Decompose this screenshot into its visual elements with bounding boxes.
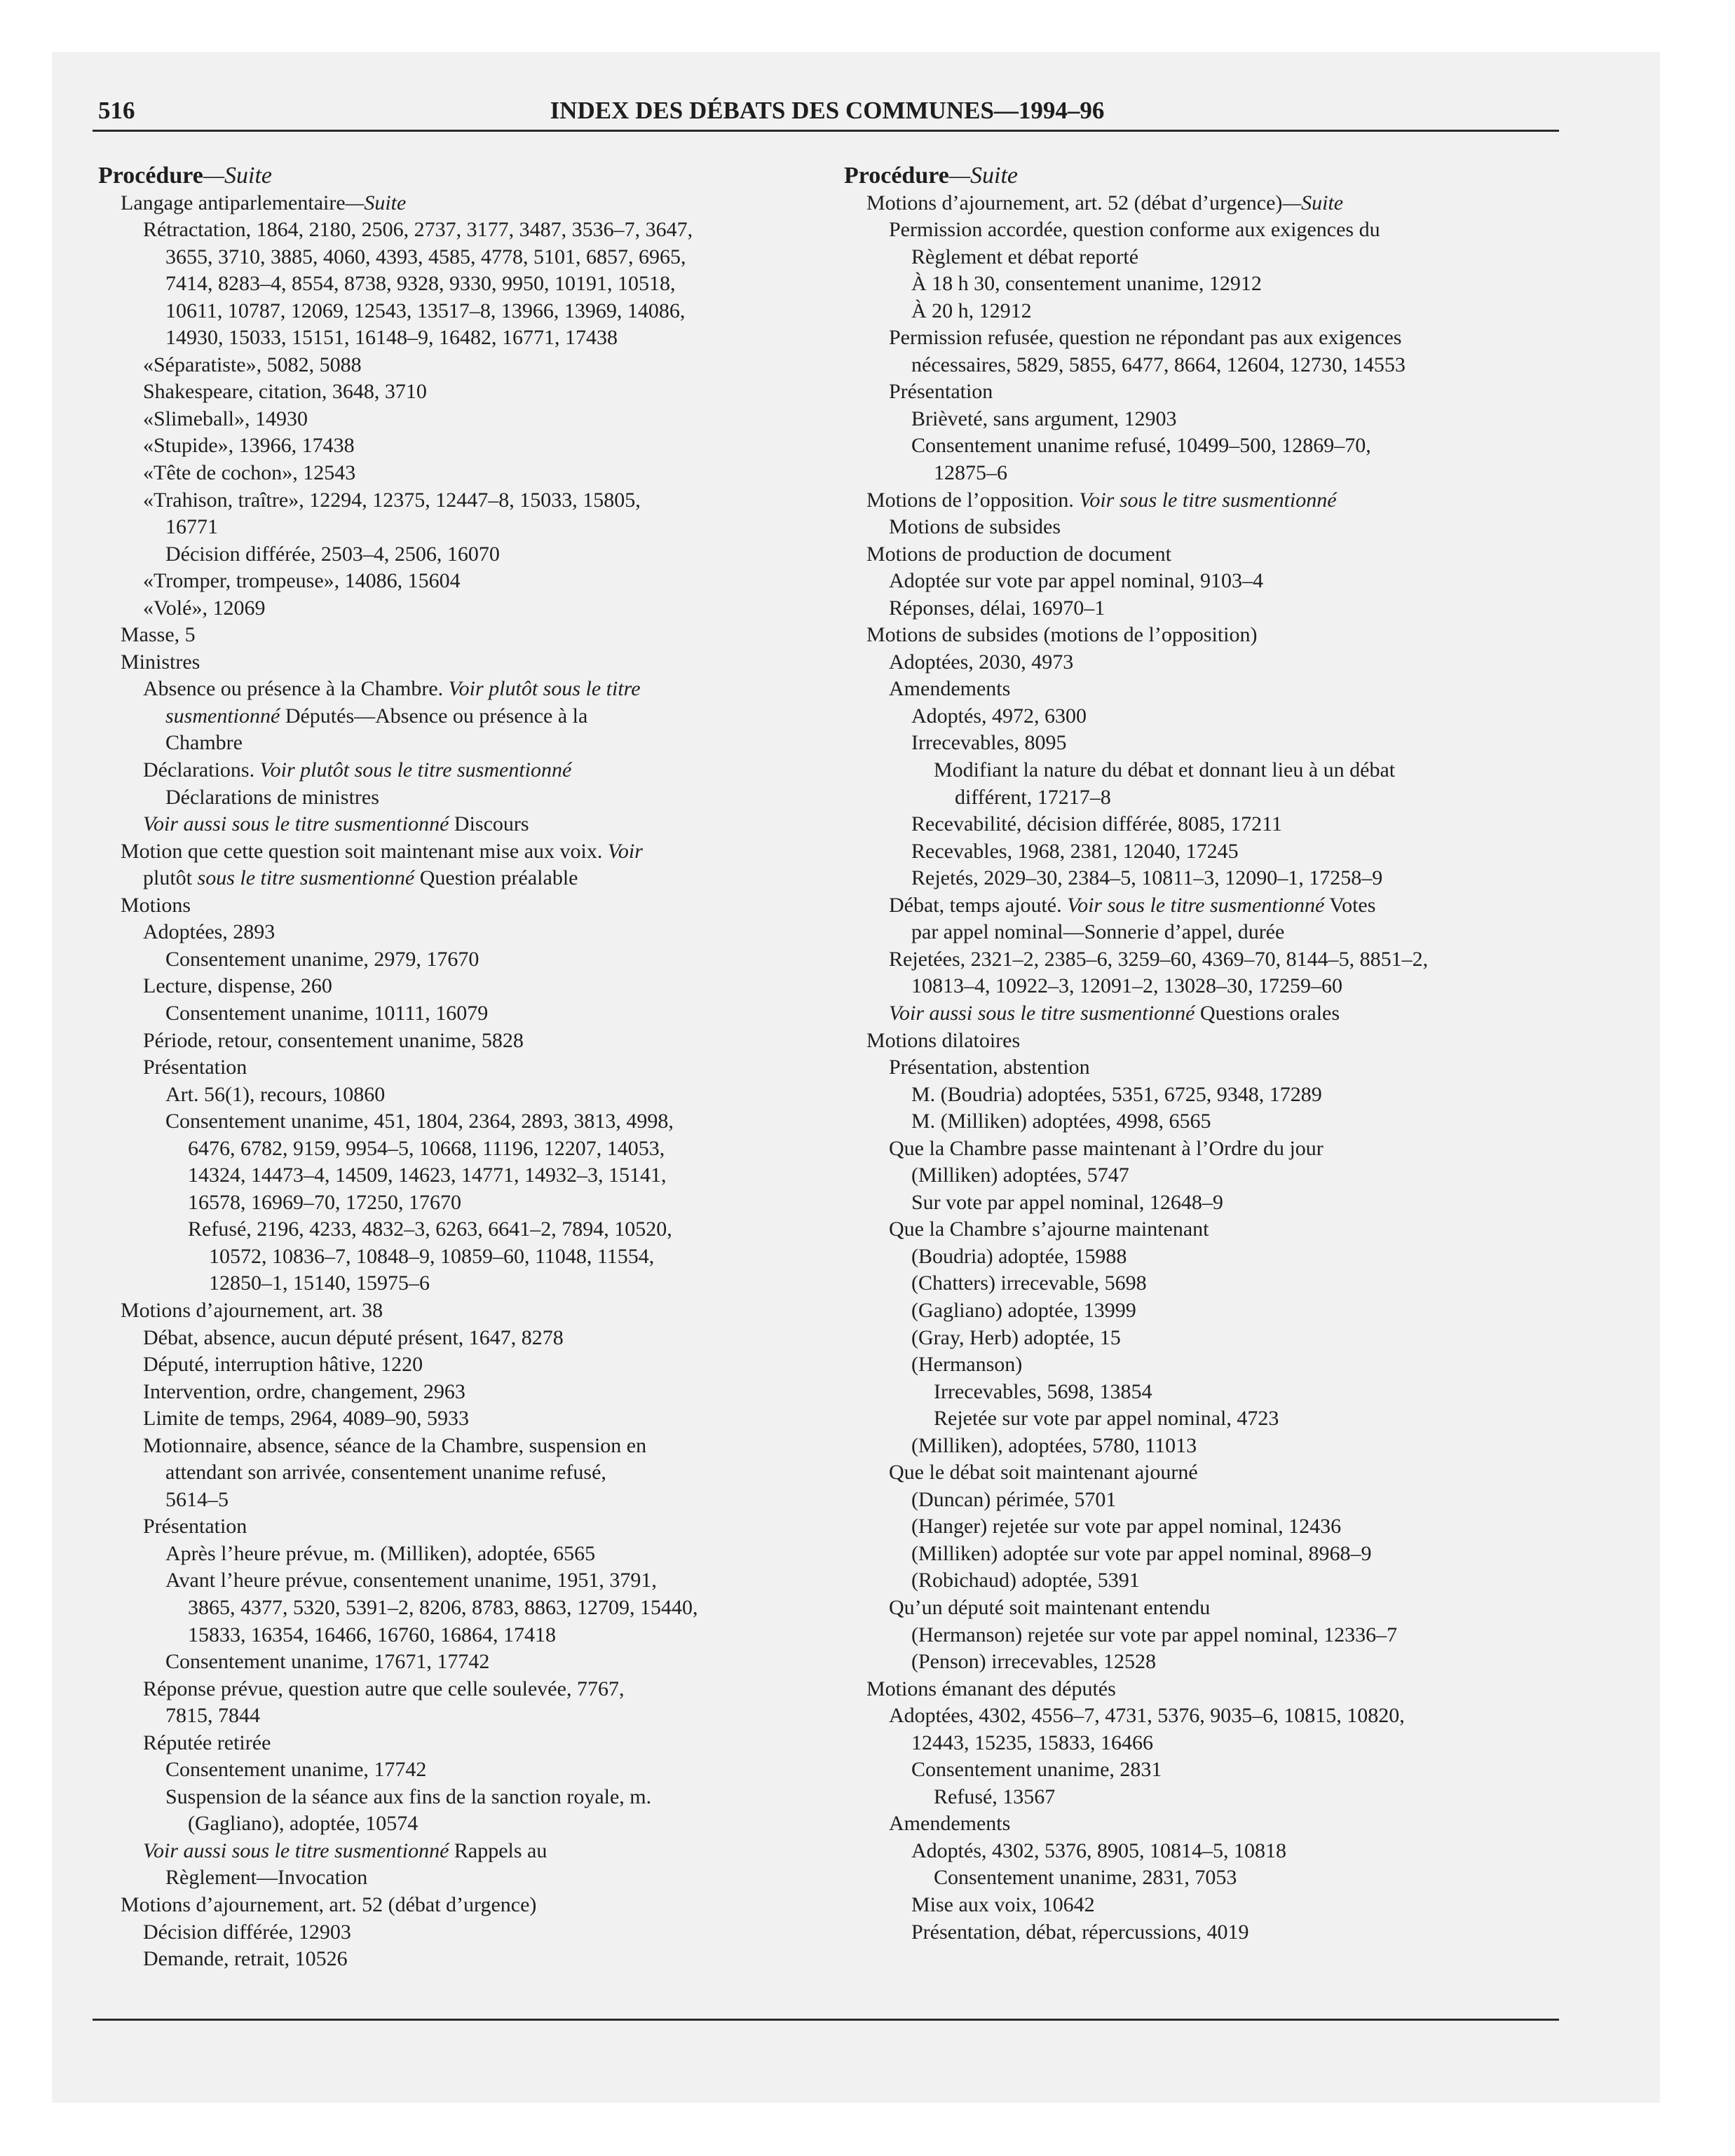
entry-text: 10572, 10836–7, 10848–9, 10859–60, 11048, 11554, bbox=[209, 1244, 655, 1268]
index-entry bbox=[98, 325, 806, 352]
entry-text: «Slimeball», 14930 bbox=[143, 407, 308, 430]
index-entry bbox=[98, 1838, 806, 1865]
cross-reference-text: —Suite bbox=[203, 163, 273, 189]
index-entry bbox=[844, 217, 1552, 244]
entry-text: Réponses, délai, 16970–1 bbox=[889, 596, 1105, 620]
index-entry bbox=[844, 1730, 1552, 1757]
index-entry bbox=[844, 1567, 1552, 1595]
index-entry bbox=[98, 1703, 806, 1730]
entry-text: Recevabilité, décision différée, 8085, 17211 bbox=[911, 812, 1282, 836]
index-entry bbox=[98, 1649, 806, 1676]
index-entry bbox=[98, 1028, 806, 1055]
index-entry bbox=[844, 1189, 1552, 1217]
index-entry bbox=[844, 1082, 1552, 1109]
entry-text: «Stupide», 13966, 17438 bbox=[143, 434, 355, 458]
index-entry bbox=[844, 1216, 1552, 1243]
entry-text: M. (Milliken) adoptées, 4998, 6565 bbox=[911, 1110, 1211, 1133]
entry-text: «Séparatiste», 5082, 5088 bbox=[143, 353, 362, 376]
index-entry bbox=[98, 946, 806, 974]
entry-text: 3655, 3710, 3885, 4060, 4393, 4585, 4778, 5101, 6857, 6965, bbox=[165, 245, 686, 268]
index-entry bbox=[98, 1379, 806, 1406]
index-entry bbox=[98, 1756, 806, 1784]
index-entry bbox=[844, 1676, 1552, 1703]
index-entry bbox=[844, 378, 1552, 406]
entry-text: Intervention, ordre, changement, 2963 bbox=[143, 1379, 465, 1403]
entry-text: Motions d’ajournement, art. 52 (débat d’urgence) bbox=[121, 1893, 537, 1916]
cross-reference-text: Voir aussi sous le titre susmentionné bbox=[143, 1838, 449, 1862]
entry-text: Réponse prévue, question autre que celle soulevée, 7767, bbox=[143, 1677, 625, 1700]
index-entry bbox=[844, 1756, 1552, 1784]
page-number: 516 bbox=[98, 97, 135, 124]
entry-text: Masse, 5 bbox=[121, 623, 196, 647]
cross-reference-text: Voir aussi sous le titre susmentionné bbox=[889, 1001, 1195, 1025]
index-entry bbox=[98, 1405, 806, 1433]
entry-text: Limite de temps, 2964, 4089–90, 5933 bbox=[143, 1407, 469, 1431]
index-entry bbox=[844, 595, 1552, 622]
index-entry bbox=[98, 1676, 806, 1703]
entry-text: Motions d’ajournement, art. 38 bbox=[121, 1298, 383, 1322]
index-entry bbox=[98, 1622, 806, 1649]
index-entry bbox=[98, 1595, 806, 1622]
index-entry bbox=[98, 271, 806, 298]
index-entry bbox=[844, 190, 1552, 217]
entry-text: Motion que cette question soit maintenant mise aux voix. bbox=[121, 839, 608, 863]
entry-text: Motions de subsides (motions de l’opposition) bbox=[866, 623, 1258, 647]
entry-text: (Milliken) adoptée sur vote par appel nominal, 8968–9 bbox=[911, 1541, 1372, 1565]
index-entry bbox=[844, 1541, 1552, 1568]
entry-text: Député, interruption hâtive, 1220 bbox=[143, 1353, 423, 1377]
index-heading bbox=[844, 163, 1552, 190]
index-entry bbox=[98, 595, 806, 622]
cross-reference-text: Voir aussi sous le titre susmentionné bbox=[143, 812, 449, 836]
entry-text: (Hermanson) bbox=[911, 1353, 1023, 1377]
index-entry bbox=[98, 1351, 806, 1379]
entry-text: Décision différée, 2503–4, 2506, 16070 bbox=[165, 542, 500, 566]
entry-text: 15833, 16354, 16466, 16760, 16864, 17418 bbox=[188, 1623, 556, 1646]
entry-text: plutôt bbox=[143, 866, 198, 890]
cross-reference-text: susmentionné bbox=[165, 704, 280, 728]
index-entry bbox=[98, 1513, 806, 1541]
entry-text: Présentation bbox=[889, 380, 993, 404]
entry-text: Règlement—Invocation bbox=[165, 1866, 368, 1890]
entry-text: 14930, 15033, 15151, 16148–9, 16482, 16771, 17438 bbox=[165, 326, 618, 350]
entry-text: Consentement unanime refusé, 10499–500, 12869–70, bbox=[911, 434, 1371, 458]
cross-reference-text: —Suite bbox=[1282, 191, 1344, 214]
entry-text: Suspension de la séance aux fins de la sanction royale, m. bbox=[165, 1785, 652, 1808]
index-entry bbox=[844, 973, 1552, 1000]
entry-text: Votes bbox=[1324, 893, 1376, 917]
entry-text: Recevables, 1968, 2381, 12040, 17245 bbox=[911, 839, 1239, 863]
cross-reference-text: Voir plutôt sous le titre bbox=[448, 677, 641, 701]
page-title: INDEX DES DÉBATS DES COMMUNES—1994–96 bbox=[550, 97, 1105, 124]
entry-text: 10611, 10787, 12069, 12543, 13517–8, 13966, 13969, 14086, bbox=[165, 299, 686, 322]
entry-text: différent, 17217–8 bbox=[955, 785, 1111, 809]
entry-text: M. (Boudria) adoptées, 5351, 6725, 9348, 17289 bbox=[911, 1082, 1322, 1106]
index-entry bbox=[844, 1487, 1552, 1514]
index-entry bbox=[98, 865, 806, 892]
index-entry bbox=[844, 1270, 1552, 1297]
entry-text: Shakespeare, citation, 3648, 3710 bbox=[143, 380, 427, 404]
cross-reference-text: —Suite bbox=[345, 191, 407, 214]
index-entry bbox=[98, 1135, 806, 1163]
index-entry bbox=[98, 1784, 806, 1811]
entry-text: Amendements bbox=[889, 677, 1011, 701]
index-entry bbox=[844, 406, 1552, 433]
entry-text: Motions de subsides bbox=[889, 515, 1061, 539]
index-entry bbox=[98, 514, 806, 541]
entry-text: Consentement unanime, 17671, 17742 bbox=[165, 1650, 490, 1674]
entry-text: Déclarations. bbox=[143, 758, 260, 782]
entry-text: (Hanger) rejetée sur vote par appel nominal, 12436 bbox=[911, 1515, 1342, 1538]
entry-text: (Milliken), adoptées, 5780, 11013 bbox=[911, 1433, 1197, 1457]
index-entry bbox=[844, 838, 1552, 866]
index-entry bbox=[844, 1459, 1552, 1487]
index-entry bbox=[98, 244, 806, 271]
index-entry bbox=[98, 919, 806, 946]
cross-reference-text: Voir bbox=[607, 839, 643, 863]
entry-text: Motions d’ajournement, art. 52 (débat d’urgence) bbox=[866, 191, 1283, 214]
entry-text: Présentation bbox=[143, 1056, 247, 1079]
index-entry bbox=[98, 1216, 806, 1243]
entry-text: Brièveté, sans argument, 12903 bbox=[911, 407, 1177, 430]
index-entry bbox=[844, 1892, 1552, 1919]
index-entry bbox=[844, 244, 1552, 271]
entry-text: Sur vote par appel nominal, 12648–9 bbox=[911, 1190, 1223, 1214]
index-entry bbox=[844, 432, 1552, 460]
index-entry bbox=[844, 1810, 1552, 1838]
index-entry bbox=[98, 378, 806, 406]
index-entry bbox=[98, 487, 806, 514]
entry-text: Que le débat soit maintenant ajourné bbox=[889, 1461, 1198, 1485]
entry-text: Procédure bbox=[844, 163, 949, 189]
entry-text: (Penson) irrecevables, 12528 bbox=[911, 1650, 1157, 1674]
entry-text: Art. 56(1), recours, 10860 bbox=[165, 1082, 386, 1106]
index-column-left bbox=[98, 163, 806, 1973]
index-entry bbox=[844, 730, 1552, 757]
index-entry bbox=[844, 1649, 1552, 1676]
entry-text: Motions de production de document bbox=[866, 542, 1171, 566]
entry-text: 6476, 6782, 9159, 9954–5, 10668, 11196, 12207, 14053, bbox=[188, 1136, 665, 1160]
index-entry bbox=[98, 432, 806, 460]
index-entry bbox=[844, 1000, 1552, 1028]
entry-text: Députés—Absence ou présence à la bbox=[280, 704, 588, 728]
index-entry bbox=[98, 1270, 806, 1297]
entry-text: Rétractation, 1864, 2180, 2506, 2737, 3177, 3487, 3536–7, 3647, bbox=[143, 218, 693, 242]
index-entry bbox=[844, 1325, 1552, 1352]
index-entry bbox=[844, 1919, 1552, 1946]
entry-text: nécessaires, 5829, 5855, 6477, 8664, 12604, 12730, 14553 bbox=[911, 353, 1406, 376]
index-entry bbox=[98, 352, 806, 379]
index-entry bbox=[98, 1297, 806, 1325]
index-entry bbox=[98, 190, 806, 217]
header-rule bbox=[93, 130, 1559, 132]
index-entry bbox=[844, 514, 1552, 541]
index-entry bbox=[844, 757, 1552, 784]
entry-text: 16578, 16969–70, 17250, 17670 bbox=[188, 1190, 461, 1214]
index-entry bbox=[844, 541, 1552, 568]
index-entry bbox=[844, 487, 1552, 514]
index-entry bbox=[98, 1325, 806, 1352]
entry-text: Règlement et débat reporté bbox=[911, 245, 1139, 268]
index-entry bbox=[98, 811, 806, 838]
entry-text: Chambre bbox=[165, 731, 243, 755]
index-entry bbox=[98, 217, 806, 244]
entry-text: Permission accordée, question conforme aux exigences du bbox=[889, 218, 1380, 242]
index-entry bbox=[98, 460, 806, 487]
entry-text: Adoptées, 4302, 4556–7, 4731, 5376, 9035–6, 10815, 10820, bbox=[889, 1704, 1405, 1728]
entry-text: (Gagliano) adoptée, 13999 bbox=[911, 1298, 1136, 1322]
index-entry bbox=[844, 1405, 1552, 1433]
index-entry bbox=[844, 1108, 1552, 1135]
running-head bbox=[98, 97, 1556, 132]
index-entry bbox=[98, 1810, 806, 1838]
cross-reference-text: sous le titre susmentionné bbox=[197, 866, 415, 890]
entry-text: Présentation, abstention bbox=[889, 1056, 1090, 1079]
entry-text: Question préalable bbox=[414, 866, 578, 890]
entry-text: 10813–4, 10922–3, 12091–2, 13028–30, 17259–60 bbox=[911, 974, 1342, 998]
index-entry bbox=[98, 1243, 806, 1271]
entry-text: «Trahison, traître», 12294, 12375, 12447–8, 15033, 15805, bbox=[143, 488, 641, 512]
entry-text: Langage antiparlementaire bbox=[121, 191, 346, 214]
index-entry bbox=[98, 784, 806, 812]
index-entry bbox=[98, 1000, 806, 1028]
entry-text: Amendements bbox=[889, 1812, 1011, 1836]
index-entry bbox=[98, 649, 806, 676]
entry-text: Irrecevables, 8095 bbox=[911, 731, 1067, 755]
entry-text: Rappels au bbox=[449, 1838, 547, 1862]
entry-text: Consentement unanime, 2831, 7053 bbox=[934, 1866, 1237, 1890]
index-entry bbox=[844, 919, 1552, 946]
index-entry bbox=[98, 406, 806, 433]
entry-text: Rejetés, 2029–30, 2384–5, 10811–3, 12090–1, 17258–9 bbox=[911, 866, 1383, 890]
entry-text: Motionnaire, absence, séance de la Chambre, suspension en bbox=[143, 1433, 647, 1457]
index-entry bbox=[844, 1297, 1552, 1325]
index-entry bbox=[98, 568, 806, 595]
entry-text: 12875–6 bbox=[934, 461, 1007, 485]
entry-text: Réputée retirée bbox=[143, 1731, 271, 1754]
entry-text: attendant son arrivée, consentement unanime refusé, bbox=[165, 1461, 606, 1485]
index-entry bbox=[98, 1946, 806, 1973]
index-entry bbox=[98, 730, 806, 757]
entry-text: Adoptée sur vote par appel nominal, 9103–4 bbox=[889, 569, 1264, 593]
entry-text: À 20 h, 12912 bbox=[911, 299, 1032, 322]
entry-text: Rejetées, 2321–2, 2385–6, 3259–60, 4369–70, 8144–5, 8851–2, bbox=[889, 947, 1429, 971]
entry-text: Débat, temps ajouté. bbox=[889, 893, 1068, 917]
entry-text: 14324, 14473–4, 14509, 14623, 14771, 14932–3, 15141, bbox=[188, 1164, 667, 1187]
entry-text: Lecture, dispense, 260 bbox=[143, 974, 332, 998]
entry-text: Période, retour, consentement unanime, 5828 bbox=[143, 1028, 524, 1052]
entry-text: par appel nominal—Sonnerie d’appel, durée bbox=[911, 920, 1285, 944]
entry-text: Adoptées, 2893 bbox=[143, 920, 275, 944]
entry-text: (Chatters) irrecevable, 5698 bbox=[911, 1271, 1147, 1295]
entry-text: Consentement unanime, 2831 bbox=[911, 1758, 1162, 1782]
index-entry bbox=[844, 946, 1552, 974]
entry-text: Rejetée sur vote par appel nominal, 4723 bbox=[934, 1407, 1279, 1431]
entry-text: Après l’heure prévue, m. (Milliken), adoptée, 6565 bbox=[165, 1541, 596, 1565]
index-entry bbox=[98, 892, 806, 920]
entry-text: Que la Chambre s’ajourne maintenant bbox=[889, 1217, 1209, 1241]
index-entry bbox=[844, 1784, 1552, 1811]
index-entry bbox=[844, 622, 1552, 649]
index-entry bbox=[844, 1028, 1552, 1055]
entry-text: (Boudria) adoptée, 15988 bbox=[911, 1244, 1127, 1268]
index-entry bbox=[98, 1919, 806, 1946]
index-entry bbox=[844, 1622, 1552, 1649]
index-entry bbox=[844, 649, 1552, 676]
index-entry bbox=[844, 1351, 1552, 1379]
index-entry bbox=[844, 1838, 1552, 1865]
entry-text: Motions bbox=[121, 893, 191, 917]
index-entry bbox=[844, 352, 1552, 379]
index-entry bbox=[844, 1162, 1552, 1189]
entry-text: 12443, 15235, 15833, 16466 bbox=[911, 1731, 1153, 1754]
cross-reference-text: Voir sous le titre susmentionné bbox=[1079, 488, 1337, 512]
index-entry bbox=[844, 568, 1552, 595]
entry-text: Motions dilatoires bbox=[866, 1028, 1021, 1052]
index-entry bbox=[98, 1864, 806, 1892]
entry-text: À 18 h 30, consentement unanime, 12912 bbox=[911, 272, 1262, 296]
index-entry bbox=[98, 1433, 806, 1460]
entry-text: Procédure bbox=[98, 163, 203, 189]
entry-text: Avant l’heure prévue, consentement unanime, 1951, 3791, bbox=[165, 1569, 657, 1592]
entry-text: Qu’un député soit maintenant entendu bbox=[889, 1595, 1211, 1619]
entry-text: Consentement unanime, 17742 bbox=[165, 1758, 427, 1782]
entry-text: Absence ou présence à la Chambre. bbox=[143, 677, 449, 701]
entry-text: Adoptés, 4302, 5376, 8905, 10814–5, 10818 bbox=[911, 1838, 1286, 1862]
index-entry bbox=[844, 1513, 1552, 1541]
entry-text: Questions orales bbox=[1195, 1001, 1340, 1025]
index-entry bbox=[98, 973, 806, 1000]
index-entry bbox=[844, 1864, 1552, 1892]
entry-text: Discours bbox=[449, 812, 529, 836]
index-entry bbox=[98, 1487, 806, 1514]
index-entry bbox=[98, 838, 806, 866]
index-column-right bbox=[844, 163, 1552, 1946]
index-heading bbox=[98, 163, 806, 190]
entry-text: (Duncan) périmée, 5701 bbox=[911, 1487, 1117, 1511]
entry-text: Consentement unanime, 10111, 16079 bbox=[165, 1001, 489, 1025]
index-entry bbox=[98, 1459, 806, 1487]
index-entry bbox=[844, 1054, 1552, 1082]
entry-text: 5614–5 bbox=[165, 1487, 229, 1511]
entry-text: Irrecevables, 5698, 13854 bbox=[934, 1379, 1152, 1403]
index-entry bbox=[844, 784, 1552, 812]
index-entry bbox=[98, 1567, 806, 1595]
index-entry bbox=[98, 1730, 806, 1757]
index-entry bbox=[844, 865, 1552, 892]
entry-text: Demande, retrait, 10526 bbox=[143, 1947, 348, 1971]
entry-text: Que la Chambre passe maintenant à l’Ordre du jour bbox=[889, 1136, 1324, 1160]
entry-text: Présentation bbox=[143, 1515, 247, 1538]
entry-text: (Robichaud) adoptée, 5391 bbox=[911, 1569, 1140, 1592]
cross-reference-text: Voir plutôt sous le titre susmentionné bbox=[259, 758, 572, 782]
entry-text: Consentement unanime, 2979, 17670 bbox=[165, 947, 479, 971]
index-entry bbox=[98, 1189, 806, 1217]
index-entry bbox=[844, 892, 1552, 920]
index-entry bbox=[844, 271, 1552, 298]
entry-text: Consentement unanime, 451, 1804, 2364, 2893, 3813, 4998, bbox=[165, 1110, 674, 1133]
index-entry bbox=[844, 1433, 1552, 1460]
entry-text: (Gray, Herb) adoptée, 15 bbox=[911, 1325, 1121, 1349]
index-entry bbox=[844, 325, 1552, 352]
entry-text: Débat, absence, aucun député présent, 1647, 8278 bbox=[143, 1325, 564, 1349]
cross-reference-text: Voir sous le titre susmentionné bbox=[1067, 893, 1325, 917]
index-entry bbox=[844, 676, 1552, 703]
index-entry bbox=[98, 298, 806, 325]
index-entry bbox=[844, 298, 1552, 325]
entry-text: 7414, 8283–4, 8554, 8738, 9328, 9330, 9950, 10191, 10518, bbox=[165, 272, 676, 296]
entry-text: Modifiant la nature du débat et donnant lieu à un débat bbox=[934, 758, 1396, 782]
entry-text: 3865, 4377, 5320, 5391–2, 8206, 8783, 8863, 12709, 15440, bbox=[188, 1595, 698, 1619]
entry-text: Adoptés, 4972, 6300 bbox=[911, 704, 1087, 728]
entry-text: Refusé, 13567 bbox=[934, 1785, 1056, 1808]
index-entry bbox=[98, 1108, 806, 1135]
entry-text: 16771 bbox=[165, 515, 218, 539]
index-entry bbox=[98, 1892, 806, 1919]
entry-text: Motions émanant des députés bbox=[866, 1677, 1116, 1700]
entry-text: «Tromper, trompeuse», 14086, 15604 bbox=[143, 569, 461, 593]
entry-text: Présentation, débat, répercussions, 4019 bbox=[911, 1920, 1249, 1944]
index-entry bbox=[844, 1703, 1552, 1730]
index-entry bbox=[98, 676, 806, 703]
entry-text: Refusé, 2196, 4233, 4832–3, 6263, 6641–2, 7894, 10520, bbox=[188, 1217, 672, 1241]
entry-text: (Hermanson) rejetée sur vote par appel nominal, 12336–7 bbox=[911, 1623, 1398, 1646]
entry-text: «Tête de cochon», 12543 bbox=[143, 461, 356, 485]
entry-text: Décision différée, 12903 bbox=[143, 1920, 351, 1944]
index-entry bbox=[98, 622, 806, 649]
cross-reference-text: —Suite bbox=[948, 163, 1019, 189]
entry-text: Déclarations de ministres bbox=[165, 785, 379, 809]
entry-text: Adoptées, 2030, 4973 bbox=[889, 650, 1074, 674]
entry-text: (Gagliano), adoptée, 10574 bbox=[188, 1812, 419, 1836]
entry-text: 7815, 7844 bbox=[165, 1704, 260, 1728]
index-entry bbox=[844, 1379, 1552, 1406]
index-entry bbox=[98, 1082, 806, 1109]
index-entry bbox=[98, 541, 806, 568]
entry-text: (Milliken) adoptées, 5747 bbox=[911, 1164, 1129, 1187]
footer-rule bbox=[93, 2019, 1559, 2021]
index-entry bbox=[844, 811, 1552, 838]
index-entry bbox=[98, 1054, 806, 1082]
entry-text: Motions de l’opposition. bbox=[866, 488, 1080, 512]
index-entry bbox=[844, 703, 1552, 730]
index-entry bbox=[98, 1541, 806, 1568]
index-entry bbox=[844, 460, 1552, 487]
entry-text: Ministres bbox=[121, 650, 200, 674]
entry-text: «Volé», 12069 bbox=[143, 596, 266, 620]
entry-text: Permission refusée, question ne répondant pas aux exigences bbox=[889, 326, 1402, 350]
entry-text: Mise aux voix, 10642 bbox=[911, 1893, 1095, 1916]
index-entry bbox=[98, 703, 806, 730]
index-entry bbox=[98, 1162, 806, 1189]
entry-text: 12850–1, 15140, 15975–6 bbox=[209, 1271, 430, 1295]
index-entry bbox=[844, 1243, 1552, 1271]
index-entry bbox=[844, 1135, 1552, 1163]
index-entry bbox=[98, 757, 806, 784]
index-entry bbox=[844, 1595, 1552, 1622]
